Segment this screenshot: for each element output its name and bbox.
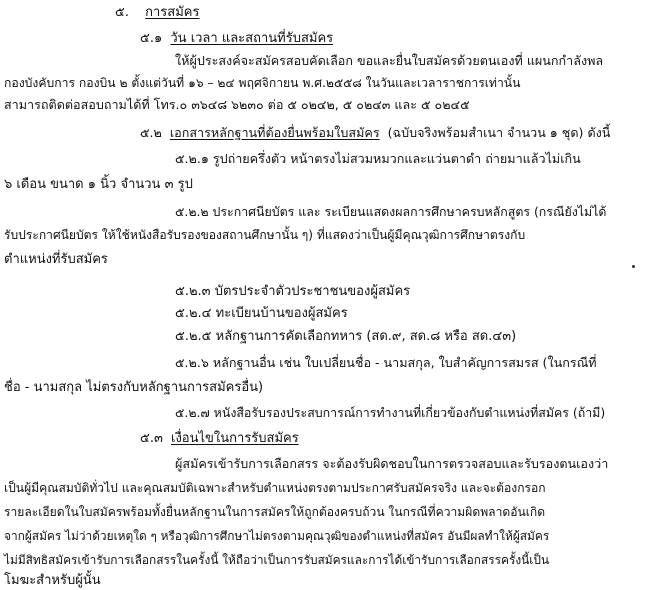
paragraph-line: สามารถติดต่อสอบถามได้ที่ โทร.๐ ๓๖๔๘ ๖๒๓๐ ต่อ ๕ ๐๒๔๒, ๕ ๐๒๔๓ และ ๕ ๐๒๔๕ xyxy=(4,97,470,112)
list-item-5-2-7: ๕.๒.๗ หนังสือรับรองประสบการณ์การทำงานที่เกี่ยวข้องกับตำแหน่งที่สมัคร (ถ้ามี) xyxy=(175,405,606,420)
list-item-5-2-4: ๕.๒.๔ ทะเบียนบ้านของผู้สมัคร xyxy=(175,306,348,321)
subsection-5-2-title: เอกสารหลักฐานที่ต้องยื่นพร้อมใบสมัคร xyxy=(169,125,380,140)
section-number: ๕. xyxy=(115,5,129,20)
subsection-5-3-number: ๕.๓ xyxy=(140,431,163,446)
paragraph-line: เป็นผู้มีคุณสมบัติทั่วไป และคุณสมบัติเฉพาะสำหรับตำแหน่งตรงตามประกาศรับสมัครจริง และจะต้องกรอก xyxy=(4,481,546,495)
subsection-5-2-number: ๕.๒ xyxy=(140,125,162,140)
stray-mark xyxy=(632,265,635,268)
paragraph-line: รายละเอียดในใบสมัครพร้อมทั้งยื่นหลักฐานในการสมัครให้ถูกต้องครบถ้วน ในกรณีที่ความผิดพลาดอันเกิด xyxy=(4,505,546,519)
subsection-5-1-title: วัน เวลา และสถานที่รับสมัคร xyxy=(170,31,334,46)
list-item-5-2-5: ๕.๒.๕ หลักฐานการคัดเลือกทหาร (สด.๙, สด.๘ หรือ สด.๔๓) xyxy=(175,329,517,344)
paragraph-line: ไม่มีสิทธิสมัครเข้ารับการเลือกสรรในครั้งนี้ ให้ถือว่าเป็นการรับสมัครและการได้เข้ารับการเลือกสรรครั้งนี้เป็น xyxy=(4,553,550,567)
list-item-5-2-2-cont: รับประกาศนียบัตร ให้ใช้หนังสือรับรองของสถานศึกษานั้น ๆ) ที่แสดงว่าเป็นผู้มีคุณวุฒิการศึกษาตรงกับ xyxy=(4,228,526,242)
subsection-5-3-heading xyxy=(140,430,299,448)
section-title: การสมัคร xyxy=(145,5,200,20)
subsection-5-1-number: ๕.๑ xyxy=(140,31,163,46)
list-item-5-2-1-cont: ๖ เดือน ขนาด ๑ นิ้ว จำนวน ๓ รูป xyxy=(4,177,193,192)
paragraph-line: จากผู้สมัคร ไม่ว่าด้วยเหตุใด ๆ หรือวุฒิการศึกษาไม่ตรงตามคุณวุฒิของตำแหน่งที่สมัคร อันมีผลทำให้ผู้สมัคร xyxy=(4,529,550,543)
paragraph-line: โมฆะสำหรับผู้นั้น xyxy=(4,573,101,588)
list-item-5-2-2: ๕.๒.๒ ประกาศนียบัตร และ ระเบียนแสดงผลการศึกษาครบหลักสูตร (กรณียังไม่ได้ xyxy=(175,204,607,219)
subsection-5-2-note: (ฉบับจริงพร้อมสำเนา จำนวน ๑ ชุด) ดังนี้ xyxy=(387,125,611,140)
list-item-5-2-1: ๕.๒.๑ รูปถ่ายครึ่งตัว หน้าตรงไม่สวมหมวกและแว่นตาดำ ถ่ายมาแล้วไม่เกิน xyxy=(175,151,581,166)
subsection-5-3-title: เงื่อนไขในการรับสมัคร xyxy=(171,431,299,446)
paragraph-line: ผู้สมัครเข้ารับการเลือกสรร จะต้องรับผิดชอบในการตรวจสอบและรับรองตนเองว่า xyxy=(175,456,609,471)
list-item-5-2-6-cont: ชื่อ - นามสกุล ไม่ตรงกับหลักฐานการสมัครอื่น) xyxy=(4,380,264,395)
paragraph-line: กองบังคับการ กองบิน ๒ ตั้งแต่วันที่ ๑๖ – ๒๔ พฤศจิกายน พ.ศ.๒๕๕๘ ในวันและเวลาราชการเท่านั้น xyxy=(4,76,521,90)
paragraph-line: ให้ผู้ประสงค์จะสมัครสอบคัดเลือก ขอและยื่นใบสมัครด้วยตนเองที่ แผนกกำลังพล xyxy=(175,53,604,68)
subsection-5-2-heading xyxy=(140,124,610,142)
subsection-5-1-heading xyxy=(140,30,333,48)
section-heading xyxy=(115,4,199,22)
list-item-5-2-3: ๕.๒.๓ บัตรประจำตัวประชาชนของผู้สมัคร xyxy=(175,284,411,299)
list-item-5-2-2-cont: ตำแหน่งที่รับสมัคร xyxy=(4,252,108,267)
list-item-5-2-6: ๕.๒.๖ หลักฐานอื่น เช่น ใบเปลี่ยนชื่อ - นามสกุล, ใบสำคัญการสมรส (ในกรณีที่ xyxy=(175,355,597,370)
